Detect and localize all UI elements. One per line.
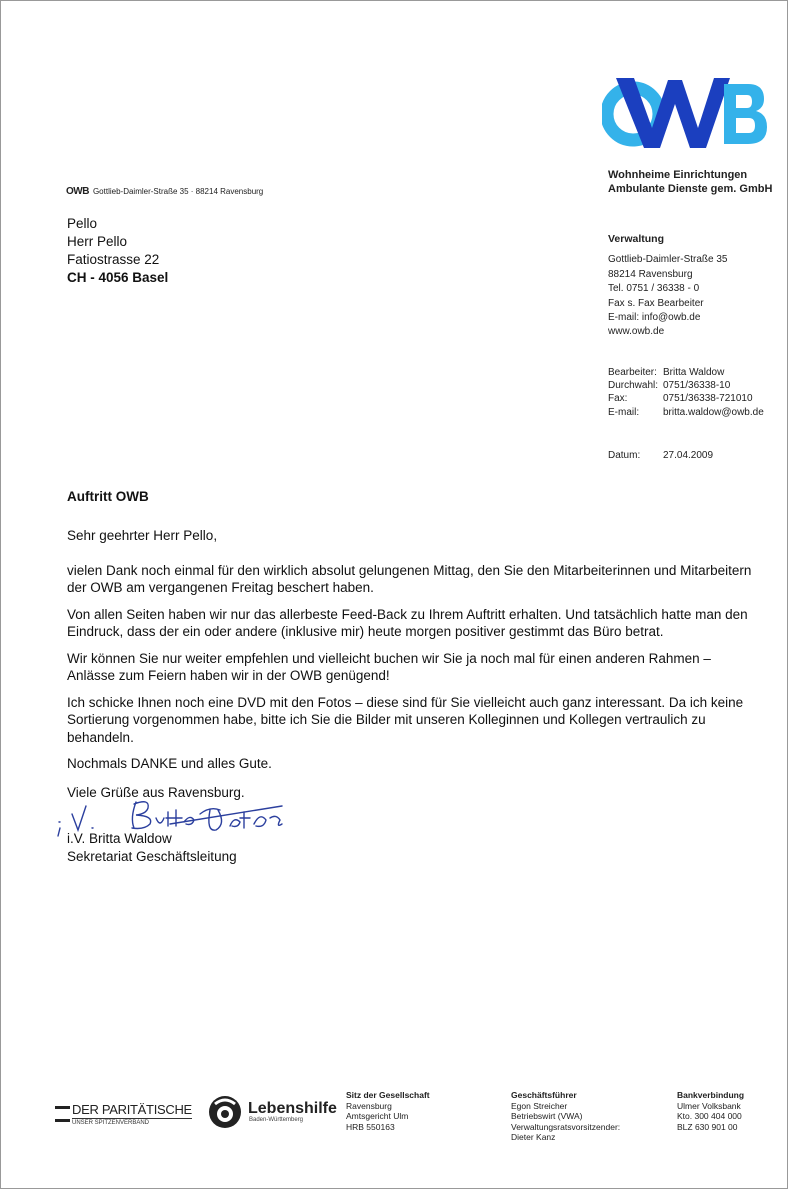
lebenshilfe-sub: Baden-Württemberg bbox=[249, 1117, 304, 1123]
contact-block bbox=[608, 366, 764, 419]
admin-tel: Tel. 0751 / 36338 - 0 bbox=[608, 283, 700, 295]
owb-logo bbox=[602, 76, 770, 150]
admin-city: 88214 Ravensburg bbox=[608, 268, 693, 280]
contact-label: Durchwahl: bbox=[608, 380, 659, 392]
footer-line: Ulmer Volksbank bbox=[677, 1100, 741, 1111]
sender-line bbox=[66, 186, 263, 197]
footer-management bbox=[511, 1090, 620, 1143]
lebenshilfe-logo bbox=[207, 1094, 337, 1130]
contact-row bbox=[608, 379, 764, 392]
lebenshilfe-icon bbox=[207, 1094, 243, 1130]
company-name-line2: Ambulante Dienste gem. GmbH bbox=[608, 183, 773, 195]
contact-label: Fax: bbox=[608, 393, 628, 405]
recipient-line3: Fatiostrasse 22 bbox=[67, 252, 160, 267]
date-row bbox=[608, 450, 713, 461]
signer-name: i.V. Britta Waldow bbox=[67, 831, 172, 846]
footer-management-heading: Geschäftsführer bbox=[511, 1090, 577, 1100]
lebenshilfe-name: Lebenshilfe bbox=[248, 1100, 337, 1117]
owb-mini-logo: OWB bbox=[66, 186, 89, 197]
footer-seat bbox=[346, 1090, 430, 1132]
admin-web: www.owb.de bbox=[608, 326, 665, 338]
paritaetische-name: DER PARITÄTISCHE bbox=[72, 1102, 192, 1117]
paragraph: Nochmals DANKE und alles Gute. bbox=[67, 756, 272, 771]
closing: Viele Grüße aus Ravensburg. bbox=[67, 784, 245, 800]
footer-line: Dieter Kanz bbox=[511, 1132, 556, 1143]
admin-block bbox=[608, 232, 727, 340]
paragraph: Ich schicke Ihnen noch eine DVD mit den Fotos – diese sind für Sie vielleicht auch ganz interessant. Da ich keine Sortierung vorgenommen habe, bitte ich Sie die Bilder mit unseren Kolleginnen und Kollegen vertraulich zu behandeln. bbox=[67, 694, 744, 745]
signer-role: Sekretariat Geschäftsleitung bbox=[67, 849, 237, 864]
footer-line: BLZ 630 901 00 bbox=[677, 1121, 738, 1132]
contact-row bbox=[608, 406, 764, 419]
contact-value: Britta Waldow bbox=[663, 367, 725, 378]
recipient-line1: Pello bbox=[67, 216, 98, 231]
recipient-address bbox=[67, 215, 168, 287]
recipient-line4: CH - 4056 Basel bbox=[67, 270, 169, 285]
paritaetische-logo bbox=[55, 1102, 192, 1126]
admin-street: Gottlieb-Daimler-Straße 35 bbox=[608, 254, 728, 266]
salutation: Sehr geehrter Herr Pello, bbox=[67, 528, 218, 543]
footer-line: Amtsgericht Ulm bbox=[346, 1111, 409, 1122]
footer-line: Kto. 300 404 000 bbox=[677, 1111, 742, 1122]
letter-body bbox=[67, 527, 757, 810]
contact-value: 0751/36338-10 bbox=[663, 380, 731, 392]
paragraph: Von allen Seiten haben wir nur das allerbeste Feed-Back zu Ihrem Auftritt erhalten. Und tatsächlich hatte man den Eindruck, dass der ein oder andere (inklusive mir) heute morgen positiver gestimmt das Büro betrat. bbox=[67, 606, 748, 639]
footer-bank bbox=[677, 1090, 744, 1132]
sender-address: Gottlieb-Daimler-Straße 35 · 88214 Ravensburg bbox=[92, 187, 264, 196]
paritaetische-sub: UNSER SPITZENVERBAND bbox=[72, 1118, 192, 1126]
contact-label: Bearbeiter: bbox=[608, 367, 657, 378]
date-label: Datum: bbox=[608, 450, 641, 461]
contact-row bbox=[608, 366, 764, 379]
footer-bank-heading: Bankverbindung bbox=[677, 1090, 745, 1100]
footer-line: Verwaltungsratsvorsitzender: bbox=[511, 1121, 621, 1132]
letter-subject: Auftritt OWB bbox=[67, 489, 149, 504]
paragraph: vielen Dank noch einmal für den wirklich absolut gelungenen Mittag, den Sie den Mitarbeiterinnen und Mitarbeitern der OWB am vergangenen Freitag beschert haben. bbox=[67, 562, 752, 595]
footer-line: HRB 550163 bbox=[346, 1121, 395, 1132]
admin-email: E-mail: info@owb.de bbox=[608, 312, 701, 324]
signer-block bbox=[67, 830, 237, 866]
company-name-line1: Wohnheime Einrichtungen bbox=[608, 169, 748, 181]
contact-value: 0751/36338-721010 bbox=[663, 393, 753, 405]
admin-heading: Verwaltung bbox=[608, 233, 665, 245]
equals-icon bbox=[55, 1106, 70, 1122]
date-value: 27.04.2009 bbox=[663, 450, 714, 461]
contact-value: britta.waldow@owb.de bbox=[663, 406, 764, 418]
footer-line: Betriebswirt (VWA) bbox=[511, 1111, 583, 1122]
contact-label: E-mail: bbox=[608, 406, 640, 418]
admin-fax: Fax s. Fax Bearbeiter bbox=[608, 297, 704, 309]
footer-seat-heading: Sitz der Gesellschaft bbox=[346, 1090, 430, 1100]
recipient-line2: Herr Pello bbox=[67, 234, 128, 249]
company-name bbox=[608, 168, 772, 196]
footer-line: Egon Streicher bbox=[511, 1100, 568, 1111]
contact-row bbox=[608, 392, 764, 405]
paragraph: Wir können Sie nur weiter empfehlen und vielleicht buchen wir Sie ja noch mal für einen anderen Rahmen – Anlässe zum Feiern haben wir in der OWB genügend! bbox=[67, 650, 711, 683]
footer-line: Ravensburg bbox=[346, 1100, 392, 1111]
